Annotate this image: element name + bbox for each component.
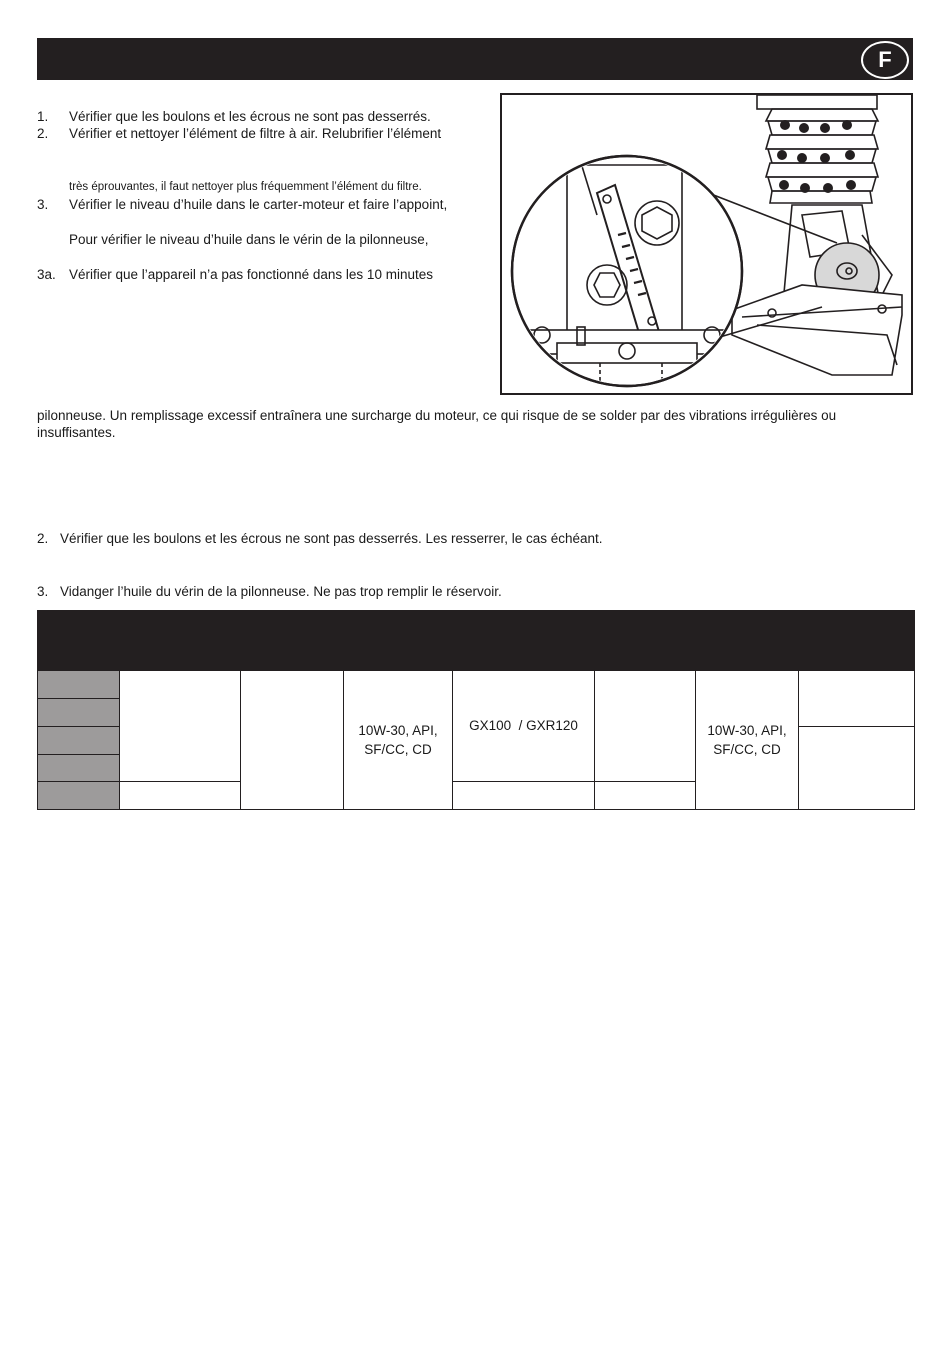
table-subheader-cell	[344, 642, 453, 671]
table-row-label	[38, 671, 120, 699]
engine-model-cell: GX100 / GXR120	[453, 671, 595, 782]
table-row-label	[38, 727, 120, 755]
table-row-label	[38, 782, 120, 810]
table-subheader-cell	[241, 642, 344, 671]
table-header-cell	[38, 611, 120, 671]
table-cell	[595, 671, 696, 782]
table-row-label	[38, 699, 120, 727]
oil-spec-cell: 10W-30, API, SF/CC, CD	[344, 671, 453, 810]
oil-spec-cell: 10W-30, API, SF/CC, CD	[696, 671, 799, 810]
table-cell	[799, 671, 915, 727]
table-subheader-cell	[453, 642, 595, 671]
table-subheader-cell	[120, 642, 241, 671]
table-row-label	[38, 755, 120, 782]
oil-level-illustration	[500, 93, 913, 395]
table-header-cell	[696, 611, 915, 642]
table-cell	[799, 727, 915, 810]
table-cell	[453, 782, 595, 810]
specification-table	[37, 610, 915, 810]
table-cell	[241, 671, 344, 810]
list-item-note: très éprouvantes, il faut nettoyer plus fréquemment l’élément du filtre.	[69, 181, 422, 193]
language-badge: F	[861, 41, 909, 79]
table-subheader-cell	[595, 642, 696, 671]
table-cell	[595, 782, 696, 810]
table-cell	[120, 782, 241, 810]
table-subheader-cell	[696, 642, 799, 671]
rammer-drawing	[502, 95, 911, 393]
table-cell	[120, 671, 241, 782]
table-header-cell	[120, 611, 344, 642]
table-subheader-cell	[799, 642, 915, 671]
overfill-warning-paragraph: pilonneuse. Un remplissage excessif entraînera une surcharge du moteur, ce qui risque de se solder par des vibrations irrégulières ou insuffisantes.	[37, 408, 837, 440]
list-item-continuation: Pour vérifier le niveau d’huile dans le vérin de la pilonneuse,	[69, 232, 429, 247]
table-header-cell	[344, 611, 696, 642]
page-header-bar	[37, 38, 913, 80]
